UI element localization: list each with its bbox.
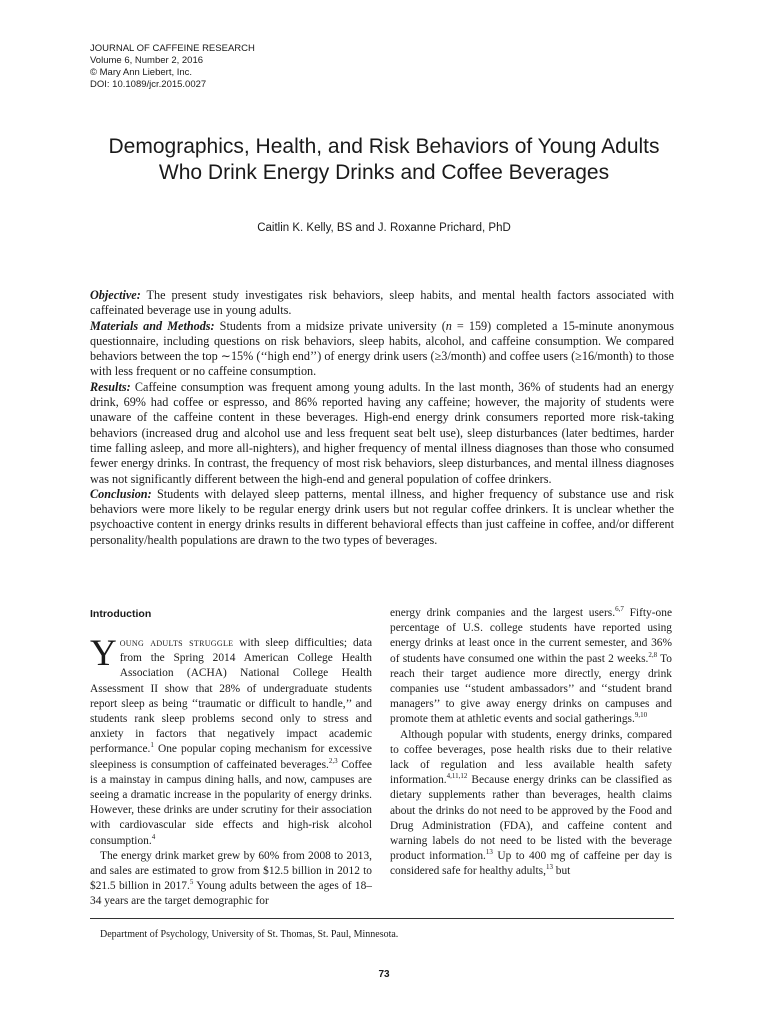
author-list: Caitlin K. Kelly, BS and J. Roxanne Prichard, PhD bbox=[257, 222, 511, 234]
methods-label: Materials and Methods: bbox=[90, 318, 215, 333]
intro-paragraph-3 bbox=[390, 606, 672, 728]
methods-n-symbol: n bbox=[445, 318, 452, 333]
intro-r2-text-a: Although popular with students, energy drinks, compared to coffee beverages, pose health risks due to their relative lack of regulation and less available health safety information. bbox=[390, 728, 672, 787]
intro-r2-text-b: Because energy drinks can be classified as dietary supplements rather than beverages, health claims about the drinks do not need to be approved by the Food and Drug Administration (FDA), and caffeine content and warning labels do not need to be listed with the beverage product information. bbox=[390, 774, 672, 863]
abstract-methods bbox=[90, 319, 674, 380]
drop-cap: Y bbox=[90, 633, 117, 674]
page-number: 73 bbox=[378, 969, 390, 980]
intro-r2-text-d: but bbox=[552, 865, 571, 878]
affiliation-footnote: Department of Psychology, University of St. Thomas, St. Paul, Minnesota. bbox=[100, 929, 399, 940]
citation-ref: 13 bbox=[545, 863, 553, 872]
intro-r1-text-b: Fifty-one percentage of U.S. college students have reported using energy drinks at least once in the current semester, and 36% of students have consumed one within the past 2 weeks. bbox=[390, 607, 672, 665]
methods-text-b: = 159) completed a 15-minute anonymous questionnaire, including questions on risk behaviors, sleep habits, alcohol, and caffeine consumption. We compared behaviors between the top ∼15% (‘‘high end’’) of energy drink users (≥3/month) and coffee users (≥16/month) to those with less frequent or no caffeine consumption. bbox=[90, 318, 674, 379]
article-title bbox=[60, 134, 708, 186]
footnote-divider bbox=[90, 918, 674, 919]
citation-ref: 6,7 bbox=[615, 605, 624, 614]
intro-r1-text-a: energy drink companies and the largest users. bbox=[390, 607, 616, 619]
citation-ref: 5 bbox=[189, 878, 194, 887]
section-heading-introduction: Introduction bbox=[90, 608, 152, 620]
intro-p1-text-a: with sleep difficulties; data from the Spring 2014 American College Health Association (ACHA) National College Health Assessment II show that 28% of undergraduate students report sleep as being ‘‘traumatic or difficult to handle,’’ and students rank sleep problems second only to stress and anxiety in factors that negatively impact academic performance. bbox=[90, 637, 373, 756]
intro-p1-text-c: Coffee is a mainstay in campus dining halls, and now, campuses are seeing a dramatic increase in the popularity of energy drinks. However, these drinks are under scrutiny for their association with cardiovascular side effects and high-risk alcohol consumption. bbox=[90, 758, 372, 847]
body-column-right bbox=[390, 606, 672, 880]
intro-p2-text-b: Young adults between the ages of 18–34 years are the target demographic for bbox=[90, 880, 373, 908]
intro-p1-text-b: One popular coping mechanism for excessive sleepiness is consumption of caffeinated beverages. bbox=[90, 743, 372, 771]
intro-p2-text-a: The energy drink market grew by 60% from 2008 to 2013, and sales are estimated to grow from $12.5 billion in 2012 to $21.5 billion in 2017. bbox=[90, 849, 372, 893]
intro-r2-text-c: Up to 400 mg of caffeine per day is considered safe for healthy adults, bbox=[390, 850, 672, 878]
conclusion-label: Conclusion: bbox=[90, 486, 152, 501]
lead-in-smallcaps: oung adults struggle bbox=[119, 637, 234, 649]
citation-ref: 13 bbox=[485, 848, 493, 857]
objective-text: The present study investigates risk behaviors, sleep habits, and mental health factors associated with caffeinated beverage use in young adults. bbox=[90, 288, 674, 318]
title-line-1: Demographics, Health, and Risk Behaviors of Young Adults bbox=[108, 135, 660, 158]
body-column-left bbox=[90, 608, 372, 910]
journal-header bbox=[90, 43, 255, 91]
intro-paragraph-1 bbox=[90, 633, 373, 849]
journal-volume: Volume 6, Number 2, 2016 bbox=[90, 55, 204, 66]
results-label: Results: bbox=[90, 379, 131, 394]
title-line-2: Who Drink Energy Drinks and Coffee Beverages bbox=[158, 161, 610, 184]
citation-ref: 9,10 bbox=[634, 711, 648, 720]
citation-ref: 1 bbox=[150, 741, 154, 750]
objective-label: Objective: bbox=[90, 288, 141, 302]
conclusion-text: Students with delayed sleep patterns, mental illness, and higher frequency of substance use and risk behaviors were more likely to be regular energy drink users but not regular coffee drinkers. It is unclear whether the psychoactive content in energy drinks results in different behavioral effects than just caffeine in coffee, and/or different personality/health populations are drawn to the two types of beverages. bbox=[90, 486, 674, 547]
journal-name: JOURNAL OF CAFFEINE RESEARCH bbox=[90, 43, 255, 54]
abstract-objective bbox=[90, 288, 674, 319]
citation-ref: 2,8 bbox=[648, 650, 658, 659]
abstract-conclusion bbox=[90, 487, 674, 548]
results-text: Caffeine consumption was frequent among young adults. In the last month, 36% of students had an energy drink, 69% had coffee or espresso, and 86% reported having any caffeine; however, the majority of students were unaware of the caffeine content in these beverages. High-end energy drink consumers reported more risk-taking behaviors (increased drug and alcohol use and less frequent seat belt use), sleep disturbances (later bedtimes, harder time falling asleep, and more all-nighters), and higher frequency of mental illness diagnoses than those who consumed fewer energy drinks. In contrast, the frequency of most risk behaviors, sleep disturbances, and mental illness diagnoses was not significantly different between the high-end and general population of coffee drinkers. bbox=[90, 379, 674, 486]
citation-ref: 4,11,12 bbox=[446, 772, 468, 781]
citation-ref: 2,3 bbox=[328, 756, 338, 765]
abstract-results bbox=[90, 380, 674, 487]
journal-doi: DOI: 10.1089/jcr.2015.0027 bbox=[90, 79, 207, 90]
intro-r1-text-c: To reach their target audience more directly, energy drink companies use ‘‘student ambassadors’’ and ‘‘student brand managers’’ to give away energy drinks on campuses and promote them at athletic events and social gatherings. bbox=[390, 652, 673, 726]
journal-copyright: © Mary Ann Liebert, Inc. bbox=[90, 67, 193, 78]
intro-paragraph-4 bbox=[390, 728, 672, 880]
intro-paragraph-2 bbox=[90, 849, 372, 910]
citation-ref: 4 bbox=[151, 832, 156, 841]
abstract bbox=[90, 288, 674, 548]
methods-text-a: Students from a midsize private university ( bbox=[214, 318, 446, 333]
